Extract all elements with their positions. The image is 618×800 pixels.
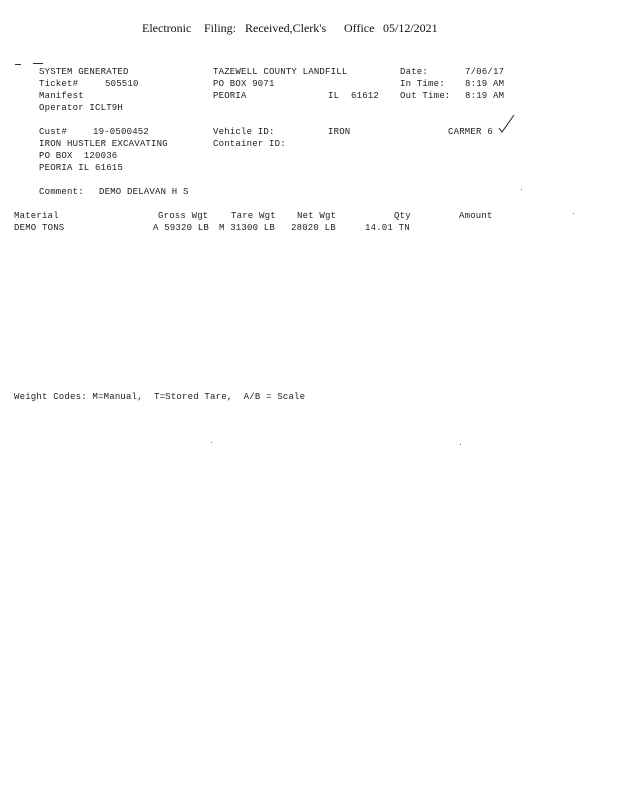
out-time-value: 8:19 AM [465, 91, 505, 101]
cust-number: 19-0500452 [93, 127, 150, 137]
check-mark-icon [498, 113, 516, 135]
col-header-qty: Qty [394, 211, 411, 221]
row-qty: 14.01 TN [365, 223, 410, 233]
in-time-label: In Time: [400, 79, 445, 89]
scan-mark [33, 63, 43, 64]
scan-dot [460, 444, 461, 445]
header-date: 05/12/2021 [383, 21, 438, 35]
manifest-label: Manifest [39, 91, 84, 101]
col-header-amount: Amount [459, 211, 493, 221]
header-office: Office [344, 21, 375, 35]
row-gross: A 59320 LB [153, 223, 210, 233]
landfill-zip: 61612 [351, 91, 380, 101]
cust-label: Cust# [39, 127, 68, 137]
cust-name: IRON HUSTLER EXCAVATING [39, 139, 168, 149]
scan-dot [521, 189, 522, 190]
header-filing: Filing: [204, 21, 237, 35]
date-label: Date: [400, 67, 429, 77]
landfill-state: IL [328, 91, 340, 101]
cust-city: PEORIA IL 61615 [39, 163, 124, 173]
scan-mark [15, 64, 21, 65]
ticket-number: 505510 [105, 79, 139, 89]
landfill-box: PO BOX 9071 [213, 79, 275, 89]
scan-dot [573, 213, 574, 214]
col-header-material: Material [14, 211, 59, 221]
out-time-label: Out Time: [400, 91, 451, 101]
container-label: Container ID: [213, 139, 286, 149]
carrier: CARMER 6 [448, 127, 493, 137]
col-header-gross: Gross Wgt [158, 211, 209, 221]
row-net: 28020 LB [291, 223, 336, 233]
row-material: DEMO TONS [14, 223, 65, 233]
header-electronic: Electronic [142, 21, 192, 35]
vehicle-value: IRON [328, 127, 351, 137]
ticket-label: Ticket# [39, 79, 79, 89]
date-value: 7/06/17 [465, 67, 505, 77]
col-header-tare: Tare Wgt [231, 211, 276, 221]
landfill-city: PEORIA [213, 91, 247, 101]
vehicle-label: Vehicle ID: [213, 127, 275, 137]
system-generated: SYSTEM GENERATED [39, 67, 129, 77]
row-tare: M 31300 LB [219, 223, 276, 233]
weight-codes: Weight Codes: M=Manual, T=Stored Tare, A/B = Scale [14, 392, 306, 402]
operator: Operator ICLT9H [39, 103, 124, 113]
comment-label: Comment: [39, 187, 84, 197]
col-header-net: Net Wgt [297, 211, 337, 221]
cust-box: PO BOX 120036 [39, 151, 118, 161]
scan-dot [211, 442, 212, 443]
comment-value: DEMO DELAVAN H S [99, 187, 189, 197]
in-time-value: 8:19 AM [465, 79, 505, 89]
landfill-name: TAZEWELL COUNTY LANDFILL [213, 67, 348, 77]
header-received: Received,Clerk's [245, 21, 327, 35]
